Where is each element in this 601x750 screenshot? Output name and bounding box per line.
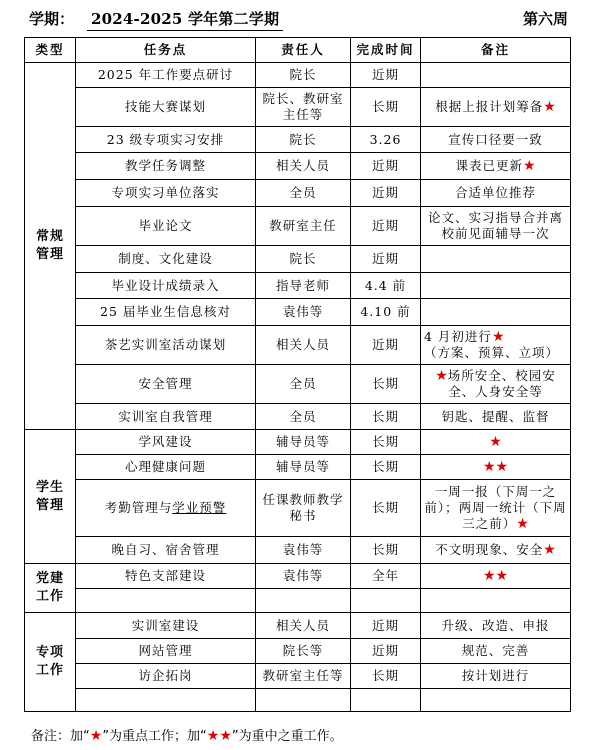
note-text: 一周一报（下周一之前）；两周一统计（下周三之前） <box>424 484 567 531</box>
owner-cell: 袁伟等 <box>256 299 351 326</box>
owner-cell: 全员 <box>256 180 351 207</box>
note-cell <box>421 326 571 365</box>
note-cell <box>421 564 571 589</box>
task-cell: 茶艺实训室活动谋划 <box>76 326 256 365</box>
time-cell: 长期 <box>351 88 421 127</box>
time-cell: 长期 <box>351 664 421 689</box>
owner-cell: 院长 <box>256 63 351 88</box>
page-header <box>29 6 574 30</box>
star-icon: ★ <box>489 434 502 450</box>
table-row <box>25 430 571 455</box>
owner-cell: 院长、教研室主任等 <box>256 88 351 127</box>
owner-cell: 相关人员 <box>256 613 351 639</box>
term-value: 2024-2025 学年第二学期 <box>87 8 283 31</box>
table-row <box>25 299 571 326</box>
time-cell <box>351 589 421 613</box>
owner-cell: 辅导员等 <box>256 455 351 480</box>
table-row <box>25 365 571 404</box>
table-row <box>25 639 571 664</box>
owner-cell: 任课教师教学秘书 <box>256 480 351 537</box>
time-cell: 近期 <box>351 639 421 664</box>
task-cell: 制度、文化建设 <box>76 246 256 273</box>
star-icon: ★ <box>495 568 509 584</box>
note-text: 不文明现象、安全 <box>435 542 544 557</box>
time-cell: 长期 <box>351 537 421 564</box>
table-row <box>25 689 571 712</box>
note-text: 4 月初进行 <box>424 329 492 344</box>
star-icon: ★ <box>522 158 536 174</box>
table-row <box>25 127 571 153</box>
task-cell: 2025 年工作要点研讨 <box>76 63 256 88</box>
owner-cell: 袁伟等 <box>256 564 351 589</box>
underlined-text: 学业预警 <box>172 500 227 515</box>
owner-cell: 全员 <box>256 404 351 430</box>
note-cell: 钥匙、提醒、监督 <box>421 404 571 430</box>
note-cell <box>421 480 571 537</box>
time-cell: 4.10 前 <box>351 299 421 326</box>
time-cell: 3.26 <box>351 127 421 153</box>
table-row <box>25 537 571 564</box>
owner-cell: 院长 <box>256 246 351 273</box>
note-cell <box>421 88 571 127</box>
owner-cell: 全员 <box>256 365 351 404</box>
star-icon: ★ <box>543 542 556 558</box>
col-type: 类型 <box>25 38 76 63</box>
section-routine: 常规管理 <box>25 63 76 430</box>
section-special: 专项工作 <box>25 613 76 712</box>
time-cell: 近期 <box>351 180 421 207</box>
time-cell <box>351 689 421 712</box>
table-row <box>25 207 571 246</box>
task-cell <box>76 589 256 613</box>
star-icon: ★ <box>482 568 496 584</box>
table-row <box>25 180 571 207</box>
time-cell: 近期 <box>351 63 421 88</box>
table-row <box>25 246 571 273</box>
col-owner: 责任人 <box>256 38 351 63</box>
note-cell <box>421 430 571 455</box>
star-icon: ★ <box>495 459 509 475</box>
star-icon: ★ <box>435 368 448 384</box>
task-cell: 25 届毕业生信息核对 <box>76 299 256 326</box>
star-icon: ★ <box>89 728 103 744</box>
note-text: 根据上报计划筹备 <box>435 99 544 114</box>
section-party: 党建工作 <box>25 564 76 613</box>
time-cell: 近期 <box>351 246 421 273</box>
owner-cell: 相关人员 <box>256 326 351 365</box>
owner-cell: 辅导员等 <box>256 430 351 455</box>
table-row <box>25 455 571 480</box>
task-cell: 技能大赛谋划 <box>76 88 256 127</box>
owner-cell: 院长等 <box>256 639 351 664</box>
task-cell: 安全管理 <box>76 365 256 404</box>
task-cell: 网站管理 <box>76 639 256 664</box>
term-label: 学期： <box>29 10 75 28</box>
star-icon: ★ <box>206 728 220 744</box>
note-cell <box>421 273 571 299</box>
task-cell: 教学任务调整 <box>76 153 256 180</box>
note-cell <box>421 455 571 480</box>
note-cell: 宣传口径要一致 <box>421 127 571 153</box>
owner-cell: 袁伟等 <box>256 537 351 564</box>
note-cell: 升级、改造、申报 <box>421 613 571 639</box>
owner-cell <box>256 689 351 712</box>
time-cell: 近期 <box>351 153 421 180</box>
col-task: 任务点 <box>76 38 256 63</box>
time-cell: 长期 <box>351 365 421 404</box>
note-cell <box>421 63 571 88</box>
note-text: 课表已更新 <box>455 158 523 173</box>
time-cell: 近期 <box>351 326 421 365</box>
task-cell: 专项实习单位落实 <box>76 180 256 207</box>
table-row <box>25 153 571 180</box>
task-cell: 实训室自我管理 <box>76 404 256 430</box>
time-cell: 长期 <box>351 455 421 480</box>
note-cell <box>421 246 571 273</box>
task-cell: 实训室建设 <box>76 613 256 639</box>
owner-cell: 相关人员 <box>256 153 351 180</box>
star-icon: ★ <box>482 459 496 475</box>
star-icon: ★ <box>543 99 556 115</box>
table-row <box>25 589 571 613</box>
owner-cell: 教研室主任 <box>256 207 351 246</box>
table-row <box>25 273 571 299</box>
table-row <box>25 480 571 537</box>
task-cell: 访企拓岗 <box>76 664 256 689</box>
task-cell: 特色支部建设 <box>76 564 256 589</box>
task-cell: 晚自习、宿舍管理 <box>76 537 256 564</box>
note-text-detail: （方案、预算、立项） <box>424 345 560 360</box>
note-cell <box>421 689 571 712</box>
task-cell: 毕业论文 <box>76 207 256 246</box>
owner-cell: 指导老师 <box>256 273 351 299</box>
time-cell: 近期 <box>351 207 421 246</box>
time-cell: 近期 <box>351 613 421 639</box>
col-time: 完成时间 <box>351 38 421 63</box>
star-icon: ★ <box>491 329 505 345</box>
time-cell: 长期 <box>351 404 421 430</box>
task-cell: 23 级专项实习安排 <box>76 127 256 153</box>
table-row <box>25 613 571 639</box>
note-cell <box>421 365 571 404</box>
task-cell: 考勤管理与学业预警 <box>76 480 256 537</box>
table-row <box>25 564 571 589</box>
note-cell: 规范、完善 <box>421 639 571 664</box>
table-row <box>25 88 571 127</box>
task-cell <box>76 689 256 712</box>
table-row <box>25 404 571 430</box>
star-icon: ★ <box>516 516 529 532</box>
note-cell <box>421 589 571 613</box>
col-note: 备注 <box>421 38 571 63</box>
note-cell <box>421 537 571 564</box>
note-cell: 合适单位推荐 <box>421 180 571 207</box>
note-text: 场所安全、校园安全、人身安全等 <box>447 368 556 399</box>
section-student: 学生管理 <box>25 430 76 564</box>
task-cell: 学风建设 <box>76 430 256 455</box>
note-cell: 论文、实习指导合并离校前见面辅导一次 <box>421 207 571 246</box>
time-cell: 长期 <box>351 430 421 455</box>
owner-cell <box>256 589 351 613</box>
footnote: 备注：加“★”为重点工作；加“★★”为重中之重工作。 <box>31 728 343 744</box>
work-plan-table <box>24 37 571 712</box>
table-row <box>25 326 571 365</box>
star-icon: ★ <box>219 728 232 744</box>
time-cell: 4.4 前 <box>351 273 421 299</box>
time-cell: 全年 <box>351 564 421 589</box>
note-cell <box>421 299 571 326</box>
note-cell <box>421 153 571 180</box>
owner-cell: 教研室主任等 <box>256 664 351 689</box>
table-row <box>25 63 571 88</box>
time-cell: 长期 <box>351 480 421 537</box>
table-row <box>25 664 571 689</box>
owner-cell: 院长 <box>256 127 351 153</box>
note-cell: 按计划进行 <box>421 664 571 689</box>
task-cell: 毕业设计成绩录入 <box>76 273 256 299</box>
table-header-row <box>25 38 571 63</box>
week-label: 第六周 <box>522 10 568 28</box>
task-cell: 心理健康问题 <box>76 455 256 480</box>
